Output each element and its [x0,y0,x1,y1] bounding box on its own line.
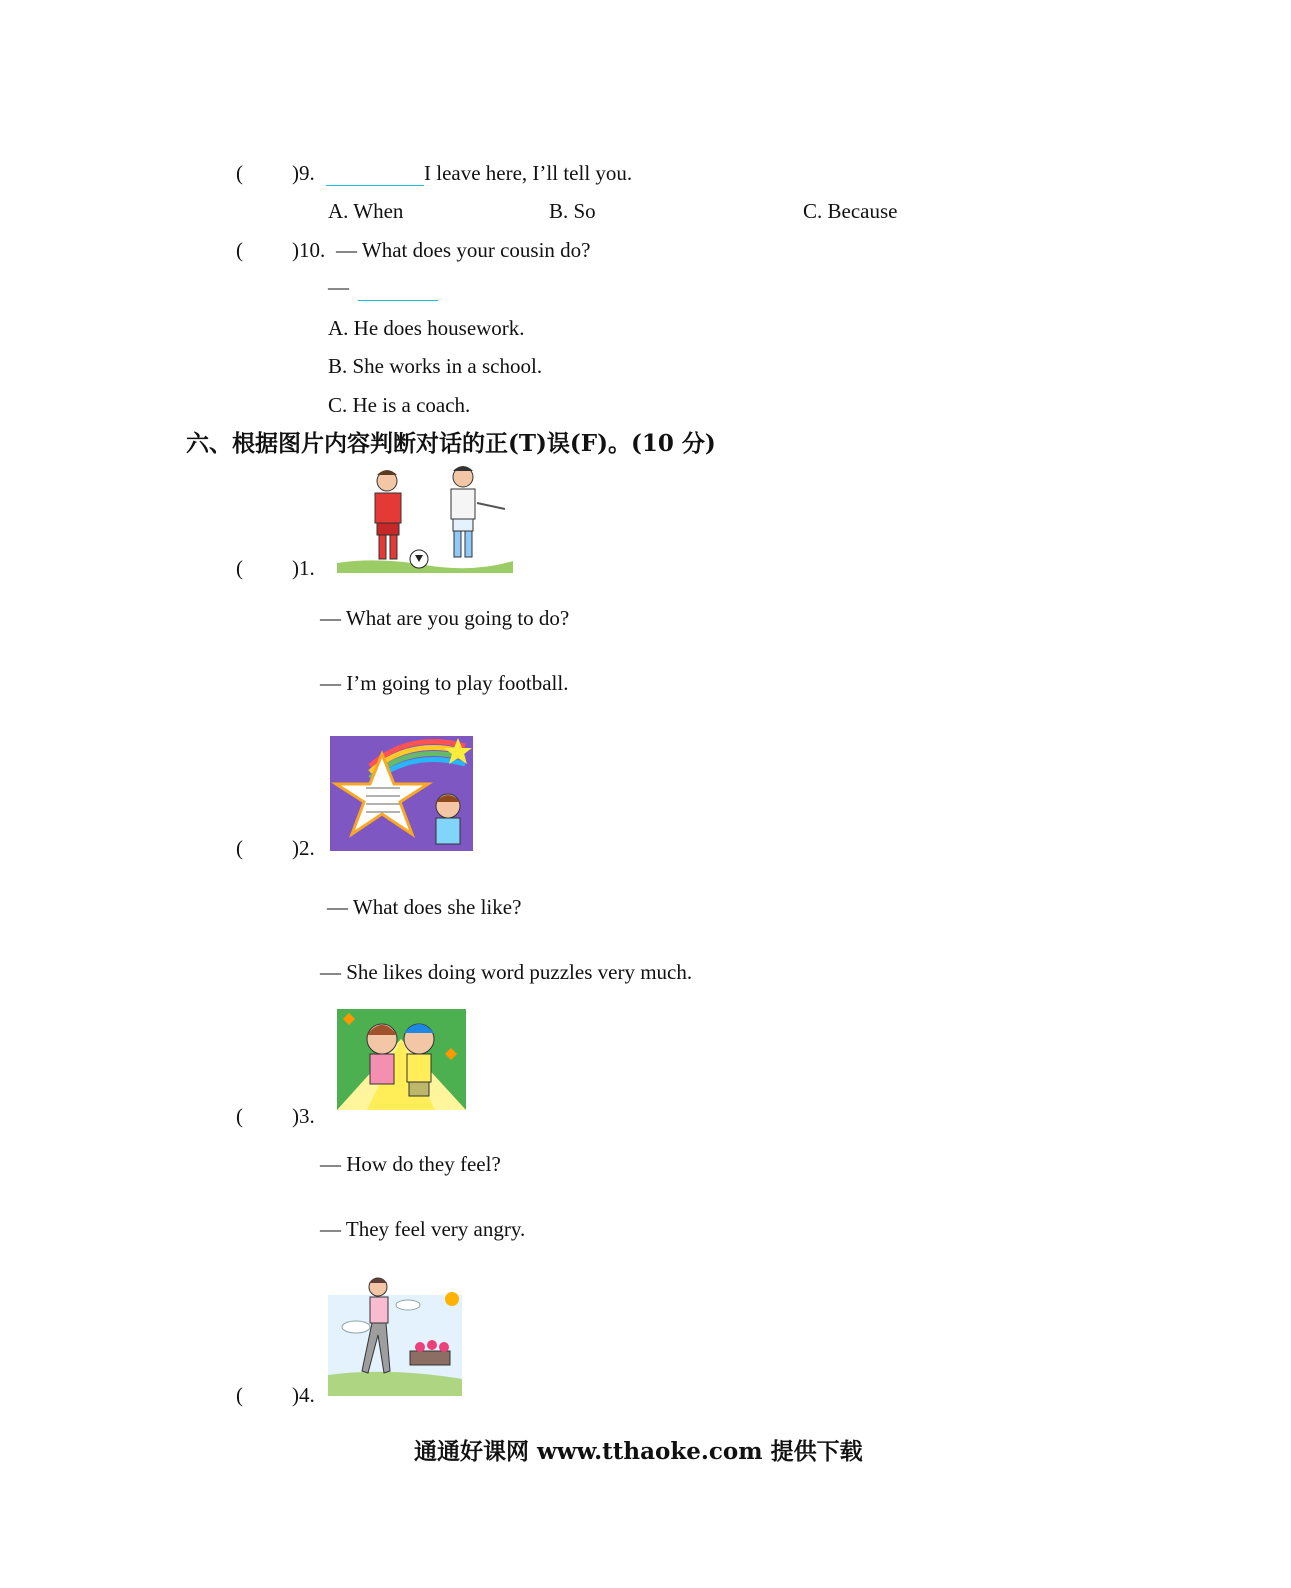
happy-kids-illustration [337,1009,466,1110]
dialogue-answer: — She likes doing word puzzles very much. [320,960,693,984]
option-c: C. He is a coach. [328,393,471,417]
dialogue-answer: — I’m going to play football. [320,671,569,695]
dialogue-question: — What does she like? [327,895,522,919]
question-stem: I leave here, I’ll tell you. [424,161,633,185]
option-b: B. So [549,199,596,223]
question-number: )4. [292,1383,315,1407]
answer-paren-open: ( [236,1383,243,1407]
answer-blank[interactable] [358,300,438,301]
dialogue-answer: — They feel very angry. [320,1217,526,1241]
answer-paren-open: ( [236,556,243,580]
answer-paren-open: ( [236,238,243,262]
answer-paren-open: ( [236,161,243,185]
question-stem: — What does your cousin do? [336,238,591,262]
answer-dash: — [328,275,349,299]
option-a: A. He does housework. [328,316,525,340]
option-b: B. She works in a school. [328,354,543,378]
question-number: )1. [292,556,315,580]
footer-text: 通通好课网 www.tthaoke.com 提供下载 [414,1438,863,1465]
option-c: C. Because [803,199,898,223]
answer-paren-open: ( [236,1104,243,1128]
question-number: )9. [292,161,315,185]
girl-walking-illustration [328,1275,462,1396]
football-players-illustration [337,463,513,573]
question-number: )3. [292,1104,315,1128]
answer-paren-open: ( [236,836,243,860]
answer-blank[interactable] [326,185,424,186]
option-a: A. When [328,199,404,223]
question-number: )2. [292,836,315,860]
dialogue-question: — What are you going to do? [320,606,570,630]
dialogue-question: — How do they feel? [320,1152,501,1176]
word-puzzle-star-illustration [330,736,473,851]
question-number: )10. [292,238,326,262]
section-heading: 六、根据图片内容判断对话的正(T)误(F)。(10 分) [186,430,716,457]
